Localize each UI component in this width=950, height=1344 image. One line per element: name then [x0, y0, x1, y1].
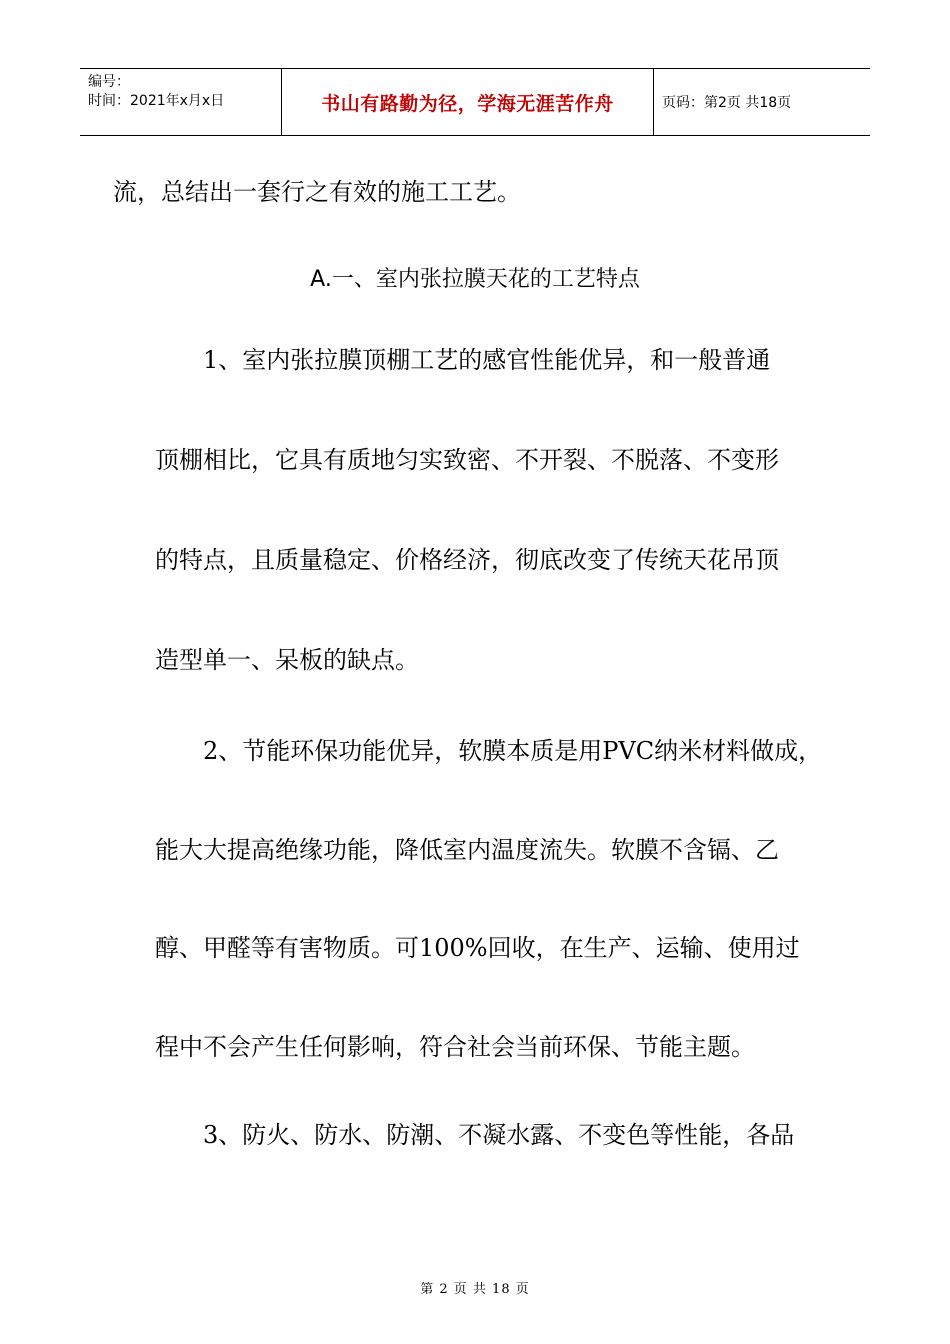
header-meta [80, 69, 281, 135]
body-line-6: 2、节能环保功能优异，软膜本质是用PVC纳米材料做成， [203, 737, 823, 765]
header-motto-cell [281, 69, 654, 135]
body-line-7: 能大大提高绝缘功能，降低室内温度流失。软膜不含镉、乙 [155, 836, 779, 864]
body-line-10: 3、防火、防水、防潮、不凝水露、不变色等性能，各品 [203, 1121, 795, 1149]
document-date-label: 时间：2021年x月x日 [88, 93, 225, 109]
body-line-5: 造型单一、呆板的缺点。 [155, 646, 419, 674]
body-line-8: 醇、甲醛等有害物质。可100%回收，在生产、运输、使用过 [155, 934, 800, 962]
section-heading: A.一、室内张拉膜天花的工艺特点 [310, 267, 640, 292]
document-header [80, 68, 870, 136]
header-motto: 书山有路勤为径，学海无涯苦作舟 [321, 92, 614, 115]
header-page-info: 页码：第2页 共18页 [662, 95, 792, 111]
body-line-1: 流，总结出一套行之有效的施工工艺。 [113, 178, 521, 206]
body-line-9: 程中不会产生任何影响，符合社会当前环保、节能主题。 [155, 1033, 755, 1061]
body-line-2: 1、室内张拉膜顶棚工艺的感官性能优异，和一般普通 [203, 346, 771, 374]
body-line-4: 的特点，且质量稳定、价格经济，彻底改变了传统天花吊顶 [155, 546, 779, 574]
header-page-cell [654, 69, 870, 135]
body-line-3: 顶棚相比，它具有质地匀实致密、不开裂、不脱落、不变形 [155, 446, 779, 474]
page-footer: 第 2 页 共 18 页 [420, 1282, 530, 1297]
document-number-label: 编号： [88, 74, 130, 90]
